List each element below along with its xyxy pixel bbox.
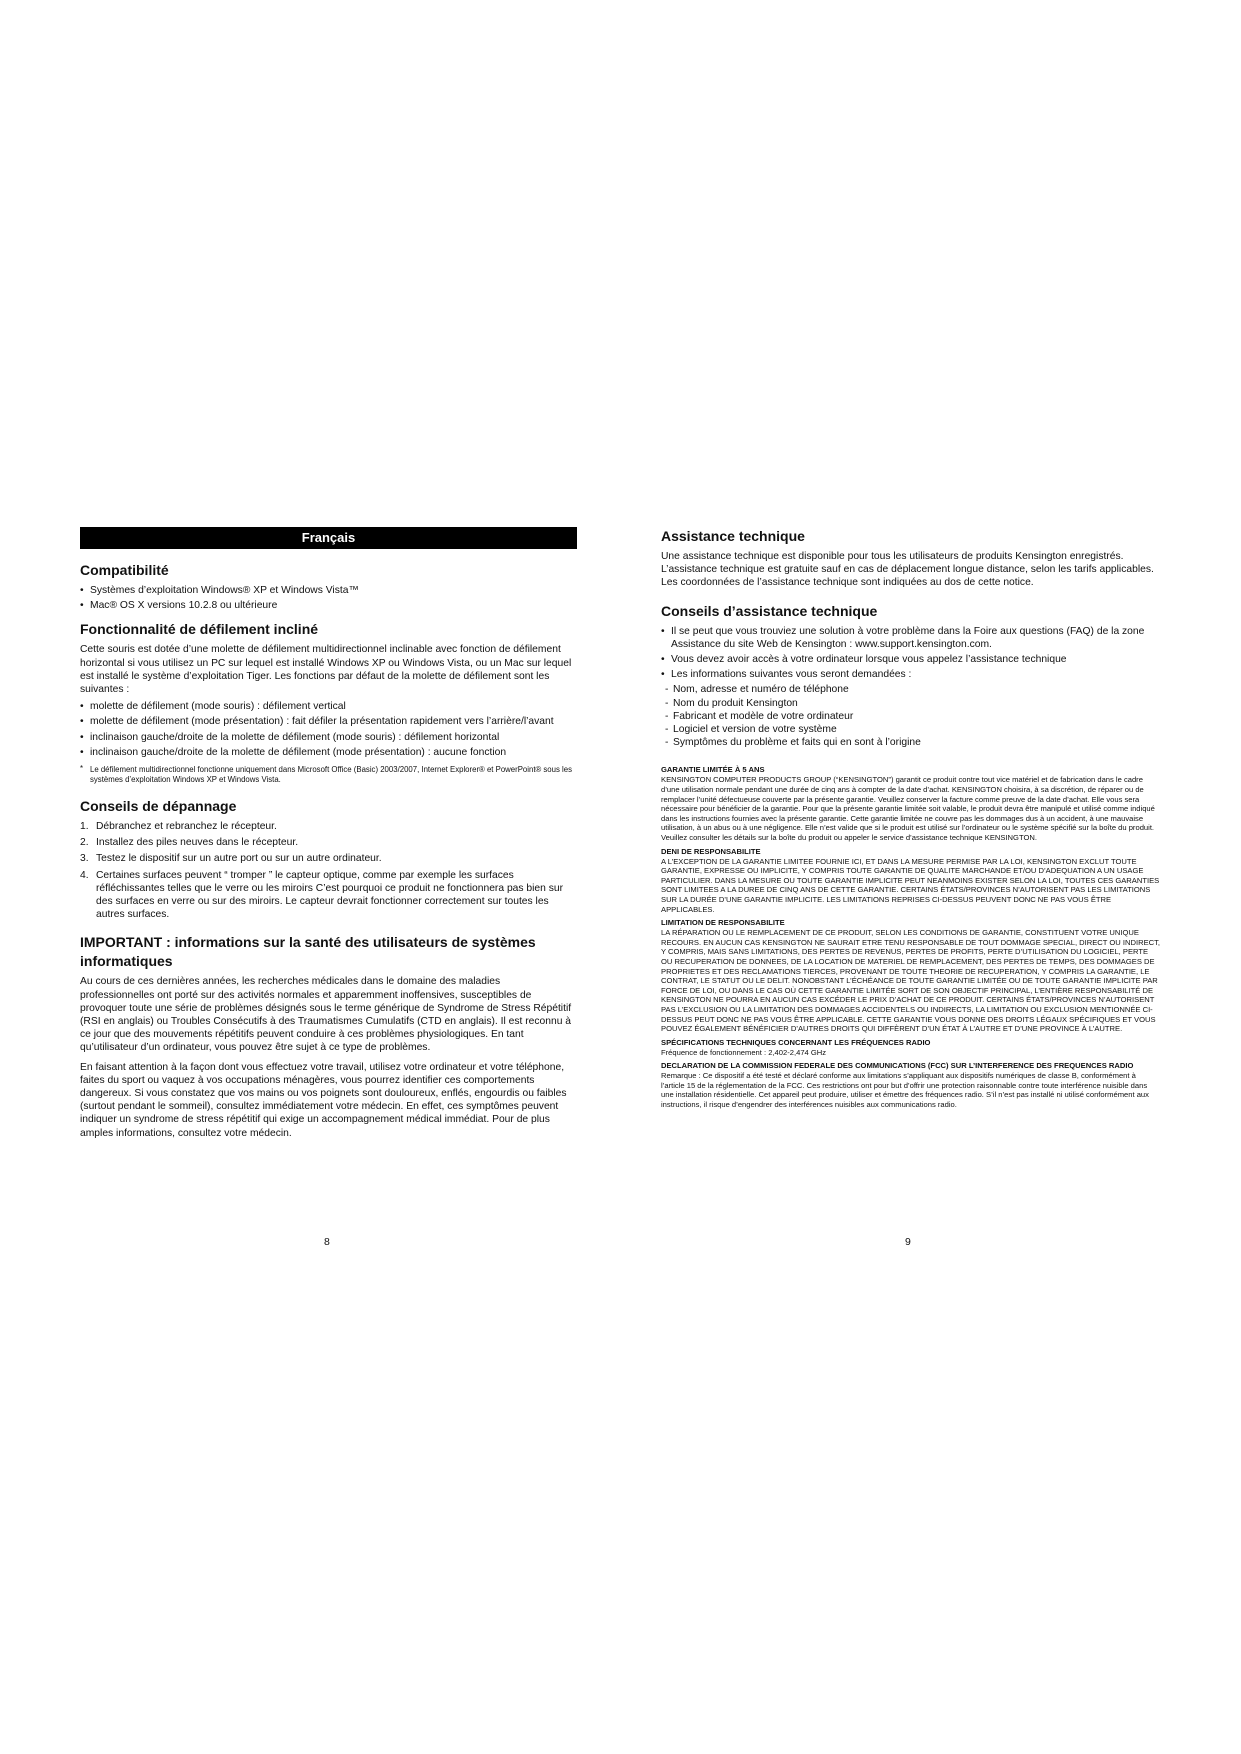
- liability-text: LA RÉPARATION OU LE REMPLACEMENT DE CE PRODUIT, SELON LES CONDITIONS DE GARANTIE, CONSTITUENT VOTRE UNIQUE RECOURS. EN AUCUN CAS KENSINGTON NE SAURAIT ETRE TENU RESPONSABLE DE TOUT DOMMAGE SPECIAL, DIRECT OU INDIRECT, Y COMPRIS, MAIS SANS LIMITATIONS, DES PERTES DE REVENUS, PERTES DE PROFITS, PERTE D’UTILISATION DU LOGICIEL, PERTE OU RECUPERATION DE DONNEES, DE LA LOCATION DE MATERIEL DE REMPLACEMENT, DES PERTES DE TEMPS, DES DOMMAGES DE PROPRIETES ET DES RECLAMATIONS TIERCES, PROVENANT DE TOUTE THEORIE DE RECUPERATION, Y COMPRIS LA GARANTIE, LE CONTRAT, LE STATUT OU LE DELIT. NONOBSTANT L’ÉCHÉANCE DE TOUTE GARANTIE LIMITÉE OU DE TOUTE GARANTIE IMPLICITE PAR FORCE DE LOI, OU DANS LE CAS OÙ CETTE GARANTIE LIMITÉE SORT DE SON OBJECTIF PRINCIPAL, L’ENTIÈRE RESPONSABILITÉ DE KENSINGTON NE POURRA EN AUCUN CAS EXCÉDER LE PRIX D’ACHAT DE CE PRODUIT. CERTAINS ÉTATS/PROVINCES N’AUTORISENT PAS L’EXCLUSION OU LA LIMITATION DES DOMMAGES ACCIDENTELS OU INDIRECTS, LA LIMITATION OU EXCLUSION MENTIONNÉE CI-DESSUS PEUT DONC NE PAS VOUS ÊTRE APPLICABLE. CETTE GARANTIE VOUS DONNE DES DROITS LÉGAUX SPÉCIFIQUES ET VOUS POUVEZ ÉGALEMENT BÉNÉFICIER D’AUTRES DROITS QUI DIFFÈRENT D’UN ÉTAT À L’AUTRE ET D’UNE PROVINCE À L’AUTRE.: [661, 928, 1161, 1034]
- tilt-scroll-heading: Fonctionnalité de défilement incliné: [80, 621, 319, 638]
- list-item: [80, 836, 577, 849]
- list-item: • Mac® OS X versions 10.2.8 ou ultérieure: [80, 599, 577, 612]
- fcc-text: Remarque : Ce dispositif a été testé et déclaré conforme aux limitations s’appliquant aux dispositifs numériques de classe B, conformément à l’article 15 de la réglementation de la FCC. Ces restrictions ont pour but d’offrir une protection raisonnable contre toute interférence nuisible dans une installation résidentielle. Cet appareil peut produire, utiliser et émettre des fréquences radio. S’il n’est pas installé ni utilisé conformément aux instructions, il risque d’engendrer des interférences nuisibles aux communications radio.: [661, 1071, 1149, 1110]
- tilt-scroll-list: [80, 700, 577, 759]
- list-item: [80, 869, 577, 922]
- list-item: - Nom du produit Kensington: [661, 697, 1161, 710]
- troubleshooting-heading: Conseils de dépannage: [80, 798, 237, 815]
- item-text: Installez des piles neuves dans le récepteur.: [96, 837, 299, 849]
- compatibility-list: [80, 584, 577, 612]
- fcc-heading: DECLARATION DE LA COMMISSION FEDERALE DES COMMUNICATIONS (FCC) SUR L’INTERFERENCE DES FREQUENCES RADIO: [661, 1061, 1134, 1071]
- list-item: - Fabricant et modèle de votre ordinateur: [661, 710, 1161, 723]
- item-number: 3.: [80, 853, 89, 865]
- item-number: 2.: [80, 837, 89, 849]
- health-paragraph-2: En faisant attention à la façon dont vous effectuez votre travail, utilisez votre ordinateur et votre téléphone, faites du sport ou vaquez à vos occupations ménagères, vous pourrez identifier ces comportements dangereux. Si vous constatez que vos mains ou vos poignets sont douloureux, enflés, engourdis ou faibles (surtout pendant le sommeil), consultez immédiatement votre médecin. En effet, ces symptômes peuvent indiquer un syndrome de stress répétitif qui exige un accompagnement médical immédiat. Pour de plus amples informations, consultez votre médecin.: [80, 1061, 567, 1139]
- right-page: [661, 527, 1161, 1110]
- list-item: [80, 820, 577, 833]
- support-tips-list: [661, 625, 1161, 682]
- health-heading: IMPORTANT : informations sur la santé des utilisateurs de systèmes informatiques: [80, 934, 536, 970]
- disclaimer-heading: DENI DE RESPONSABILITE: [661, 846, 761, 856]
- compatibility-heading: Compatibilité: [80, 562, 169, 578]
- support-text: Une assistance technique est disponible pour tous les utilisateurs de produits Kensington enregistrés. L’assistance technique est gratuite sauf en cas de déplacement longue distance, selon les tarifs applicables. Les coordonnées de l’assistance technique sont indiquées au dos de cette notice.: [661, 551, 1154, 589]
- item-text: Testez le dispositif sur un autre port ou sur un autre ordinateur.: [96, 853, 382, 865]
- list-item: • Il se peut que vous trouviez une solution à votre problème dans la Foire aux questions (FAQ) de la zone Assistance du site Web de Kensington : www.support.kensington.com.: [661, 625, 1161, 651]
- list-item: • Systèmes d’exploitation Windows® XP et Windows Vista™: [80, 584, 577, 597]
- language-banner: Français: [80, 527, 577, 549]
- warranty-text: KENSINGTON COMPUTER PRODUCTS GROUP (“KENSINGTON”) garantit ce produit contre tout vice matériel et de fabrication dans le cadre d’une utilisation normale pendant une durée de cinq ans à compter de la date d’achat. KENSINGTON choisira, à sa discrétion, de réparer ou de remplacer l’unité défectueuse couverte par la présente garantie. Veuillez conserver la facture comme preuve de la date d’achat. Elle vous sera nécessaire pour bénéficier de la garantie. Pour que la présente garantie limitée soit valable, le produit devra être manipulé et utilisé comme indiqué dans les instructions fournies avec la présente garantie. Cette garantie limitée ne couvre pas les dommages dus à un accident, à une mauvaise utilisation, à un abus ou à une négligence. Elle n’est valide que si le produit est utilisé sur l’ordinateur ou le système spécifié sur la boîte du produit. Veuillez consulter les détails sur la boîte du produit ou appeler le service d’assistance technique KENSINGTON.: [661, 775, 1155, 842]
- page-number-right: 9: [905, 1236, 911, 1248]
- list-item: [80, 852, 577, 865]
- liability-heading: LIMITATION DE RESPONSABILITE: [661, 918, 785, 928]
- support-tips-heading: Conseils d’assistance technique: [661, 602, 878, 619]
- health-paragraph-1: Au cours de ces dernières années, les recherches médicales dans le domaine des maladies professionnelles ont porté sur des activités normales et apparemment inoffensives, susceptibles de provoquer toute une série de problèmes désignés sous le terme générique de Syndrome de Stress Répétitif (RSI en anglais) ou Troubles Consécutifs à des Traumatismes Cumulatifs (CTD en anglais). Il est reconnu à ce jour que des mouvements répétitifs peuvent conduire à ces problèmes physiologiques. En tant qu’utilisateur d’un ordinateur, vous pouvez être sujet à ce type de problèmes.: [80, 976, 572, 1054]
- footnote-text: Le défilement multidirectionnel fonctionne uniquement dans Microsoft Office (Basic) 2003/2007, Internet Explorer® et PowerPoint® sous les systèmes d’exploitation Windows XP et Windows Vista.: [90, 765, 573, 785]
- disclaimer-text: A L’EXCEPTION DE LA GARANTIE LIMITEE FOURNIE ICI, ET DANS LA MESURE PERMISE PAR LA LOI, KENSINGTON EXCLUT TOUTE GARANTIE, EXPRESSE OU IMPLICITE, Y COMPRIS TOUTE GARANTIE DE QUALITE MARCHANDE ET/OU D’ADEQUATION A UN USAGE PARTICULIER. DANS LA MESURE OU TOUTE GARANTIE IMPLICITE PEUT NEANMOINS EXISTER SELON LA LOI, TOUTES CES GARANTIES SONT LIMITEES A LA DUREE DE CINQ ANS DE CETTE GARANTIE. CERTAINS ÉTATS/PROVINCES N’AUTORISENT PAS LES LIMITATIONS SUR LA DURÉE D’UNE GARANTIE IMPLICITE. LES LIMITATIONS REPRISES CI-DESSUS PEUVENT DONC NE PAS VOUS ÊTRE APPLICABLES.: [661, 856, 1160, 914]
- list-item: - Logiciel et version de votre système: [661, 723, 1161, 736]
- list-item: - Nom, adresse et numéro de téléphone: [661, 683, 1161, 696]
- item-number: 1.: [80, 821, 89, 833]
- required-info-list: [661, 683, 1161, 749]
- radio-spec-heading: SPÉCIFICATIONS TECHNIQUES CONCERNANT LES FRÉQUENCES RADIO: [661, 1037, 931, 1047]
- list-item: • inclinaison gauche/droite de la molette de défilement (mode souris) : défilement horizontal: [80, 731, 577, 744]
- list-item: • molette de défilement (mode souris) : défilement vertical: [80, 700, 577, 713]
- item-number: 4.: [80, 869, 89, 881]
- footnote: [80, 765, 577, 785]
- warranty-heading: GARANTIE LIMITÉE À 5 ANS: [661, 765, 765, 775]
- tilt-scroll-intro: Cette souris est dotée d’une molette de défilement multidirectionnel inclinable avec fonction de défilement horizontal si vous utilisez un PC sur lequel est installé Windows XP ou Windows Vista, ou un Mac sur lequel est installé le système d’exploitation Tiger. Les fonctions par défaut de la molette de défilement sont les suivantes :: [80, 644, 572, 696]
- list-item: - Symptômes du problème et faits qui en sont à l’origine: [661, 736, 1161, 749]
- radio-spec-text: Fréquence de fonctionnement : 2,402-2,474 GHz: [661, 1047, 827, 1057]
- list-item: • molette de défilement (mode présentation) : fait défiler la présentation rapidement vers l’arrière/l’avant: [80, 715, 577, 728]
- item-text: Certaines surfaces peuvent “ tromper ” le capteur optique, comme par exemple les surfaces réfléchissantes telles que le verre ou les miroirs C’est pourquoi ce produit ne fonctionnera pas bien sur des surfaces en verre ou sur des miroirs. Le capteur devrait fonctionner correctement sur toutes les autres surfaces.: [96, 869, 564, 921]
- left-page: [80, 527, 577, 1140]
- list-item: • Vous devez avoir accès à votre ordinateur lorsque vous appelez l’assistance technique: [661, 653, 1161, 666]
- troubleshooting-list: [80, 820, 577, 921]
- support-heading: Assistance technique: [661, 528, 805, 544]
- footnote-mark: *: [80, 764, 84, 774]
- list-item: • Les informations suivantes vous seront demandées :: [661, 668, 1161, 681]
- list-item: • inclinaison gauche/droite de la molette de défilement (mode présentation) : aucune fonction: [80, 746, 577, 759]
- page-number-left: 8: [324, 1236, 330, 1248]
- item-text: Débranchez et rebranchez le récepteur.: [96, 821, 277, 833]
